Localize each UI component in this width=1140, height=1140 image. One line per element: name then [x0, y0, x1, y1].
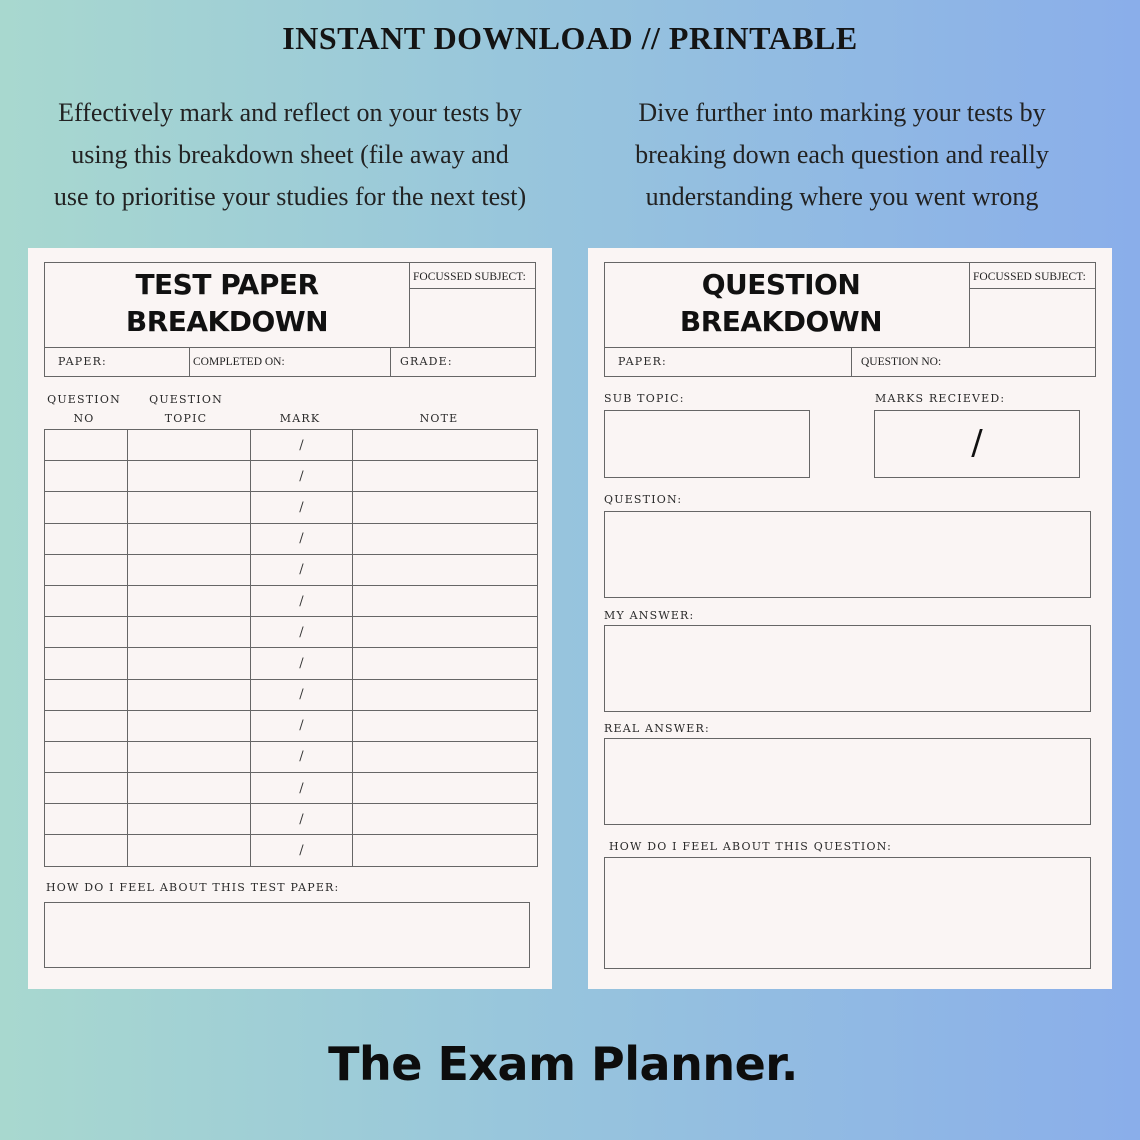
question-field[interactable]: [604, 511, 1091, 598]
mark-cell[interactable]: /: [251, 835, 353, 866]
table-row: [45, 523, 538, 554]
table-row: [45, 710, 538, 741]
left-description-line: using this breakdown sheet (file away and: [71, 140, 509, 169]
table-row: [45, 648, 538, 679]
sub-topic-label: SUB TOPIC:: [604, 392, 685, 405]
paper-label: PAPER:: [58, 355, 107, 368]
sheet-title: [44, 266, 410, 340]
mark-cell[interactable]: /: [251, 492, 353, 523]
my-answer-label: MY ANSWER:: [604, 609, 695, 622]
mark-cell[interactable]: /: [251, 617, 353, 648]
question-no-cell[interactable]: [45, 461, 128, 492]
focussed-subject-field[interactable]: [409, 288, 536, 348]
question-topic-cell[interactable]: [128, 741, 251, 772]
question-no-header: [40, 390, 128, 428]
right-description-line: understanding where you went wrong: [645, 182, 1039, 211]
question-label: QUESTION:: [604, 493, 683, 506]
question-no-cell[interactable]: [45, 523, 128, 554]
feel-about-test-field[interactable]: [44, 902, 530, 968]
note-cell[interactable]: [353, 461, 538, 492]
right-description: [578, 92, 1106, 218]
question-no-cell[interactable]: [45, 710, 128, 741]
note-header: NOTE: [419, 412, 459, 425]
left-description-line: use to prioritise your studies for the next test): [53, 182, 527, 211]
note-cell[interactable]: [353, 835, 538, 866]
title-line: BREAKDOWN: [679, 305, 883, 338]
question-no-cell[interactable]: [45, 492, 128, 523]
question-topic-cell[interactable]: [128, 554, 251, 585]
header-line: QUESTION: [149, 393, 223, 406]
mark-header: MARK: [279, 412, 321, 425]
question-topic-cell[interactable]: [128, 804, 251, 835]
note-cell[interactable]: [353, 585, 538, 616]
question-topic-cell[interactable]: [128, 773, 251, 804]
mark-cell[interactable]: /: [251, 710, 353, 741]
note-cell[interactable]: [353, 617, 538, 648]
question-no-label: QUESTION NO:: [861, 356, 942, 368]
question-topic-header: [134, 390, 238, 428]
question-no-cell[interactable]: [45, 741, 128, 772]
marks-received-field[interactable]: [874, 410, 1080, 478]
feel-about-test-label: HOW DO I FEEL ABOUT THIS TEST PAPER:: [46, 881, 340, 894]
real-answer-field[interactable]: [604, 738, 1091, 825]
question-no-cell[interactable]: [45, 585, 128, 616]
feel-about-question-field[interactable]: [604, 857, 1091, 969]
header-line: QUESTION: [47, 393, 121, 406]
grade-label: GRADE:: [400, 355, 453, 368]
note-cell[interactable]: [353, 679, 538, 710]
table-row: [45, 461, 538, 492]
question-no-cell[interactable]: [45, 773, 128, 804]
table-row: [45, 585, 538, 616]
title-line: TEST PAPER: [135, 268, 319, 301]
sheet-title: [598, 266, 964, 340]
note-cell[interactable]: [353, 430, 538, 461]
mark-cell[interactable]: /: [251, 679, 353, 710]
question-topic-cell[interactable]: [128, 835, 251, 866]
question-no-cell[interactable]: [45, 679, 128, 710]
table-row: [45, 554, 538, 585]
completed-on-label: COMPLETED ON:: [193, 356, 285, 368]
table-row: [45, 741, 538, 772]
mark-cell[interactable]: /: [251, 804, 353, 835]
note-cell[interactable]: [353, 804, 538, 835]
focussed-subject-label: FOCUSSED SUBJECT:: [973, 271, 1086, 283]
question-no-cell[interactable]: [45, 554, 128, 585]
my-answer-field[interactable]: [604, 625, 1091, 712]
mark-cell[interactable]: /: [251, 648, 353, 679]
question-no-cell[interactable]: [45, 617, 128, 648]
mark-cell[interactable]: /: [251, 523, 353, 554]
table-row: [45, 430, 538, 461]
mark-cell[interactable]: /: [251, 773, 353, 804]
question-topic-cell[interactable]: [128, 617, 251, 648]
right-description-line: Dive further into marking your tests by: [638, 98, 1046, 127]
table-row: [45, 617, 538, 648]
note-cell[interactable]: [353, 648, 538, 679]
question-topic-cell[interactable]: [128, 710, 251, 741]
test-paper-breakdown-sheet: [28, 248, 552, 989]
header-line: TOPIC: [164, 412, 208, 425]
question-topic-cell[interactable]: [128, 492, 251, 523]
note-cell[interactable]: [353, 523, 538, 554]
question-breakdown-sheet: [588, 248, 1112, 989]
brand-name: The Exam Planner.: [328, 1037, 798, 1091]
question-topic-cell[interactable]: [128, 523, 251, 554]
question-topic-cell[interactable]: [128, 461, 251, 492]
question-topic-cell[interactable]: [128, 585, 251, 616]
mark-cell[interactable]: /: [251, 430, 353, 461]
note-cell[interactable]: [353, 554, 538, 585]
question-no-cell[interactable]: [45, 835, 128, 866]
mark-cell[interactable]: /: [251, 461, 353, 492]
marks-received-label: MARKS RECIEVED:: [875, 392, 1006, 405]
question-topic-cell[interactable]: [128, 430, 251, 461]
right-description-line: breaking down each question and really: [635, 140, 1049, 169]
note-cell[interactable]: [353, 492, 538, 523]
real-answer-label: REAL ANSWER:: [604, 722, 710, 735]
note-cell[interactable]: [353, 710, 538, 741]
focussed-subject-label: FOCUSSED SUBJECT:: [413, 271, 526, 283]
header-line: NO: [73, 412, 95, 425]
question-no-cell[interactable]: [45, 648, 128, 679]
table-row: [45, 835, 538, 866]
table-row: [45, 773, 538, 804]
mark-cell[interactable]: /: [251, 554, 353, 585]
feel-about-question-label: HOW DO I FEEL ABOUT THIS QUESTION:: [609, 840, 893, 853]
note-cell[interactable]: [353, 741, 538, 772]
question-topic-cell[interactable]: [128, 679, 251, 710]
question-topic-cell[interactable]: [128, 648, 251, 679]
left-description-line: Effectively mark and reflect on your tests by: [58, 98, 522, 127]
marks-slash: /: [971, 423, 983, 463]
paper-label: PAPER:: [618, 355, 667, 368]
mark-cell[interactable]: /: [251, 585, 353, 616]
title-line: BREAKDOWN: [125, 305, 329, 338]
table-row: [45, 679, 538, 710]
sub-topic-field[interactable]: [604, 410, 810, 478]
left-description: [4, 92, 576, 218]
table-row: [45, 804, 538, 835]
headline: INSTANT DOWNLOAD // PRINTABLE: [282, 20, 858, 56]
title-line: QUESTION: [701, 268, 861, 301]
question-no-cell[interactable]: [45, 430, 128, 461]
question-table: [44, 429, 538, 867]
mark-cell[interactable]: /: [251, 741, 353, 772]
table-row: [45, 492, 538, 523]
note-cell[interactable]: [353, 773, 538, 804]
question-no-cell[interactable]: [45, 804, 128, 835]
focussed-subject-field[interactable]: [969, 288, 1096, 348]
